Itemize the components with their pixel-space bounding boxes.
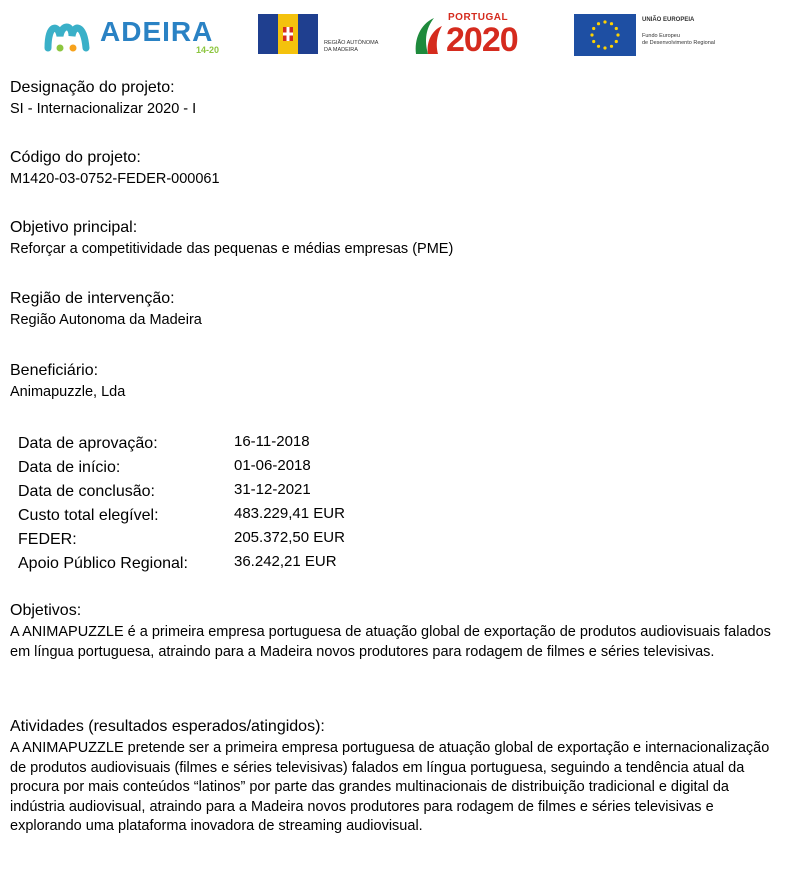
portugal-year: 2020 <box>446 21 518 59</box>
detail-value: 36.242,21 EUR <box>234 553 337 570</box>
detail-label: Apoio Público Regional: <box>18 555 188 572</box>
portugal-2020-mark-icon <box>412 16 444 56</box>
objective-value: Reforçar a competitividade das pequenas e médias empresas (PME) <box>10 241 454 257</box>
detail-row <box>18 528 418 552</box>
code-label: Código do projeto: <box>10 149 141 166</box>
detail-row <box>18 480 418 504</box>
region-section <box>10 289 780 330</box>
madeira-wordmark: ADEIRA <box>100 16 214 47</box>
regiao-autonoma-logo <box>258 14 388 54</box>
portugal-2020-logo <box>412 10 552 58</box>
objectives-section <box>10 601 780 662</box>
portugal-label: PORTUGAL <box>448 12 509 23</box>
madeira-years: 14-20 <box>196 45 220 55</box>
detail-label: Data de conclusão: <box>18 483 155 500</box>
activities-label: Atividades (resultados esperados/atingidos): <box>10 718 325 735</box>
region-label: Região de intervenção: <box>10 290 175 307</box>
objectives-label: Objetivos: <box>10 602 82 619</box>
detail-label: FEDER: <box>18 531 77 548</box>
region-value: Região Autonoma da Madeira <box>10 312 202 328</box>
detail-value: 205.372,50 EUR <box>234 529 345 546</box>
eu-fund-caption: Fundo Europeu de Desenvolvimento Regional <box>642 33 716 46</box>
madeira-1420-logo <box>44 12 230 58</box>
eu-title: UNIÃO EUROPEIA <box>642 17 695 23</box>
beneficiary-value: Animapuzzle, Lda <box>10 384 126 400</box>
madeira-flag-icon <box>258 14 318 54</box>
detail-value: 01-06-2018 <box>234 457 311 474</box>
beneficiary-section <box>10 361 780 402</box>
beneficiary-label: Beneficiário: <box>10 362 99 379</box>
detail-value: 16-11-2018 <box>234 433 310 450</box>
detail-label: Custo total elegível: <box>18 507 159 524</box>
code-value: M1420-03-0752-FEDER-000061 <box>10 171 220 187</box>
eu-flag-icon <box>574 14 636 56</box>
detail-value: 483.229,41 EUR <box>234 505 345 522</box>
uniao-europeia-logo <box>574 14 744 56</box>
code-section <box>10 148 780 189</box>
detail-label: Data de aprovação: <box>18 435 158 452</box>
detail-label: Data de início: <box>18 459 121 476</box>
ram-caption: REGIÃO AUTÓNOMA DA MADEIRA <box>324 40 379 53</box>
activities-text: A ANIMAPUZZLE pretende ser a primeira empresa portuguesa de atuação global de exportação e internacionalização de produtos audiovisuais (filmes e séries televisivas) falados em língua portuguesa, seguindo a tendência atual da procura por mais conteúdos “latinos” por parte das grandes multinacionais de distribuição tradicional e digital da indústria audiovisual, atraindo para a Madeira novos produtores para rodagem de filmes e séries televisivas e explorando uma plataforma inovadora de streaming audiovisual. <box>10 740 770 835</box>
logo-bar <box>0 0 788 70</box>
detail-row <box>18 504 418 528</box>
detail-value: 31-12-2021 <box>234 481 311 498</box>
activities-section <box>10 717 780 837</box>
designation-section <box>10 78 780 119</box>
detail-row <box>18 432 418 456</box>
objective-section <box>10 218 780 259</box>
detail-row <box>18 552 418 576</box>
detail-row <box>18 456 418 480</box>
designation-value: SI - Internacionalizar 2020 - I <box>10 101 197 117</box>
objective-label: Objetivo principal: <box>10 219 138 236</box>
madeira-m-icon <box>44 14 100 54</box>
objectives-text: A ANIMAPUZZLE é a primeira empresa portuguesa de atuação global de exportação de produtos audiovisuais falados em língua portuguesa, atraindo para a Madeira novos produtores para rodagem de filmes e séries televisivas. <box>10 624 771 660</box>
designation-label: Designação do projeto: <box>10 79 175 96</box>
